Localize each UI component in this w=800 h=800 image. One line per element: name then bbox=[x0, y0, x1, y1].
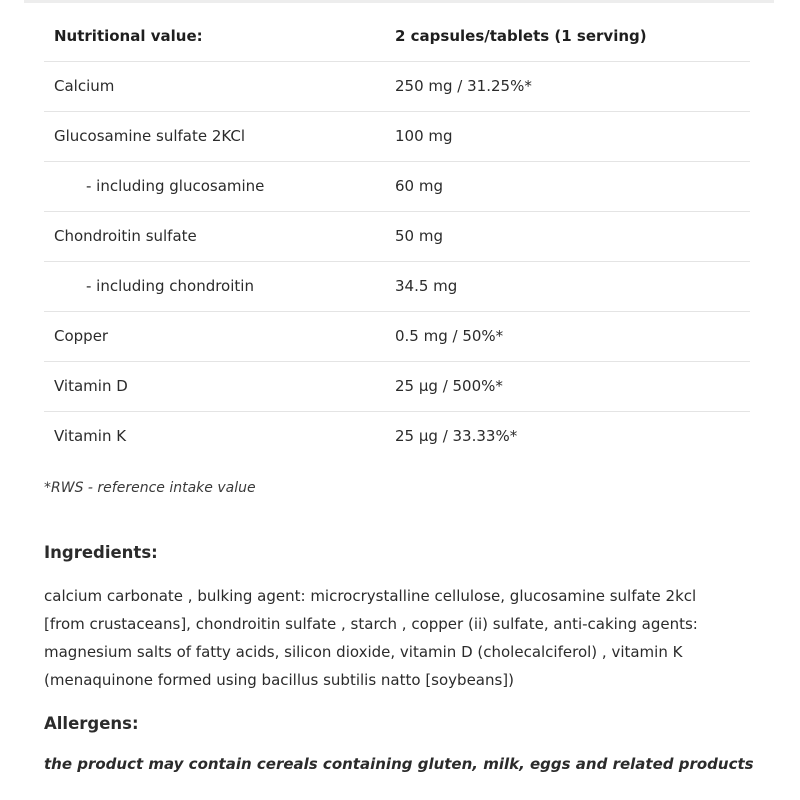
nutrient-name: Vitamin K bbox=[54, 427, 127, 445]
reference-intake-footnote: *RWS - reference intake value bbox=[44, 480, 256, 496]
nutrient-value: 25 µg / 33.33%* bbox=[395, 427, 518, 445]
table-row bbox=[44, 112, 750, 162]
header-serving: 2 capsules/tablets (1 serving) bbox=[395, 27, 647, 45]
header-nutritional-value: Nutritional value: bbox=[54, 27, 203, 45]
nutrient-name: Vitamin D bbox=[54, 377, 128, 395]
nutrient-value: 25 µg / 500%* bbox=[395, 377, 503, 395]
nutrient-name: Copper bbox=[54, 327, 109, 345]
nutrient-value: 100 mg bbox=[395, 127, 453, 145]
table-row bbox=[44, 62, 750, 112]
allergens-heading: Allergens: bbox=[44, 714, 139, 733]
nutrient-name: Glucosamine sulfate 2KCl bbox=[54, 127, 246, 145]
table-row bbox=[44, 312, 750, 362]
table-row bbox=[44, 412, 750, 461]
nutrient-value: 34.5 mg bbox=[395, 277, 458, 295]
table-row bbox=[44, 212, 750, 262]
table-row bbox=[44, 262, 750, 312]
nutrition-table bbox=[44, 12, 750, 461]
ingredients-text bbox=[44, 582, 756, 694]
table-row bbox=[44, 362, 750, 412]
nutrient-name: - including chondroitin bbox=[86, 277, 254, 295]
table-row bbox=[44, 162, 750, 212]
nutrient-value: 0.5 mg / 50%* bbox=[395, 327, 504, 345]
ingredients-line: (menaquinone formed using bacillus subtilis natto [soybeans]) bbox=[44, 671, 515, 689]
nutrient-name: Calcium bbox=[54, 77, 115, 95]
nutrient-value: 250 mg / 31.25%* bbox=[395, 77, 532, 95]
ingredients-line: [from crustaceans], chondroitin sulfate , starch , copper (ii) sulfate, anti-caking agents: bbox=[44, 615, 698, 633]
ingredients-line: magnesium salts of fatty acids, silicon dioxide, vitamin D (cholecalciferol) , vitamin K bbox=[44, 643, 683, 661]
ingredients-line: calcium carbonate , bulking agent: microcrystalline cellulose, glucosamine sulfate 2kcl bbox=[44, 587, 697, 605]
top-divider bbox=[24, 0, 774, 3]
table-header-row bbox=[44, 12, 750, 62]
allergens-text: the product may contain cereals containing gluten, milk, eggs and related products bbox=[44, 755, 754, 773]
ingredients-heading: Ingredients: bbox=[44, 543, 158, 562]
nutrient-value: 60 mg bbox=[395, 177, 443, 195]
nutrient-name: - including glucosamine bbox=[86, 177, 265, 195]
nutrient-value: 50 mg bbox=[395, 227, 443, 245]
nutrient-name: Chondroitin sulfate bbox=[54, 227, 197, 245]
